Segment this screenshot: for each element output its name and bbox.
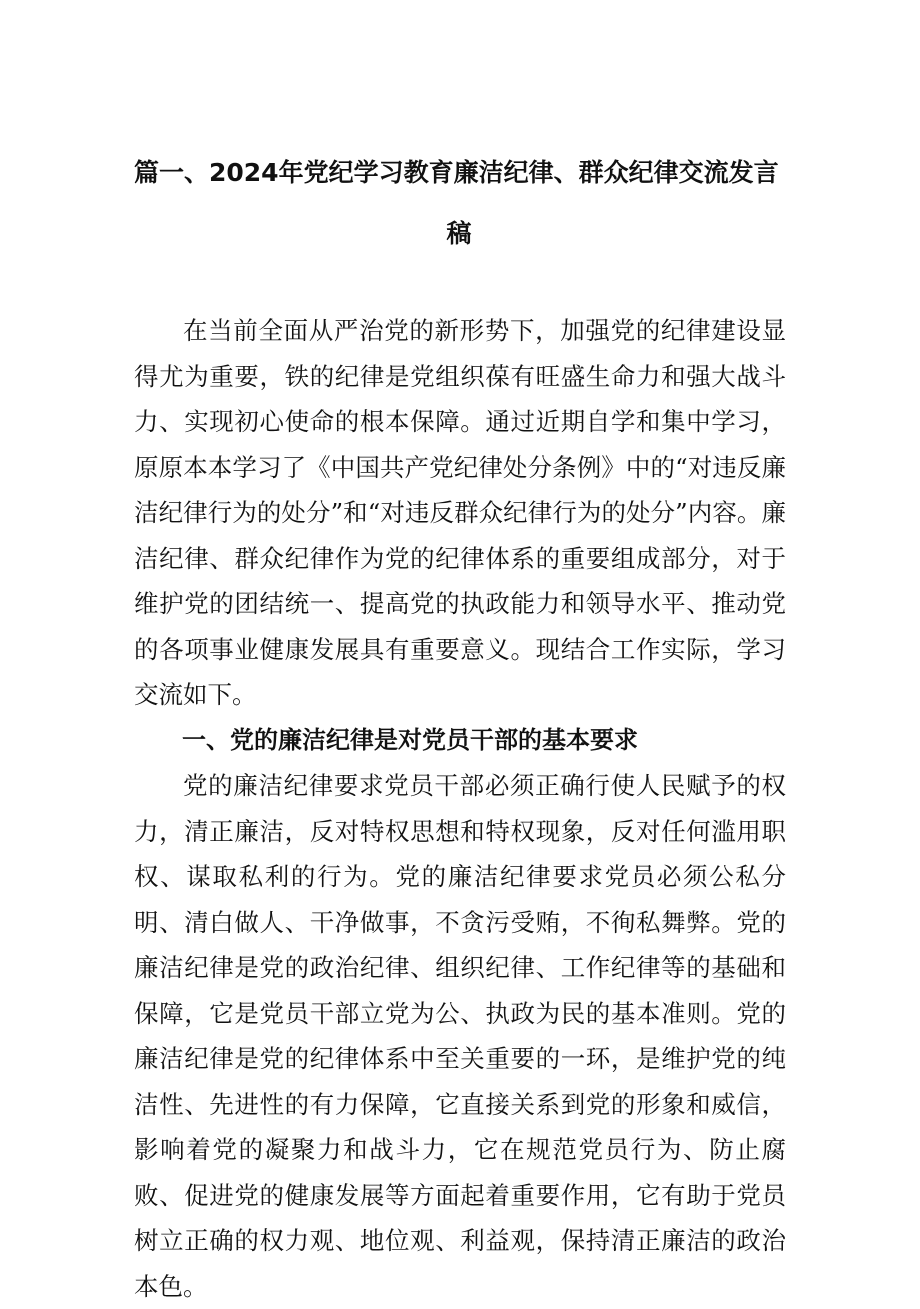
document-body <box>134 308 786 1309</box>
document-title-line-1: 篇一、2024年党纪学习教育廉洁纪律、群众纪律交流发言 <box>134 158 779 187</box>
intro-paragraph: 在当前全面从严治党的新形势下，加强党的纪律建设显得尤为重要，铁的纪律是党组织葆有旺盛生命力和强大战斗力、实现初心使命的根本保障。通过近期自学和集中学习，原原本本学习了《中国共产党纪律处分条例》中的“对违反廉洁纪律行为的处分”和“对违反群众纪律行为的处分”内容。廉洁纪律、群众纪律作为党的纪律体系的重要组成部分，对于维护党的团结统一、提高党的执政能力和领导水平、推动党的各项事业健康发展具有重要意义。现结合工作实际，学习交流如下。 <box>134 316 786 709</box>
section-heading: 一、党的廉洁纪律是对党员干部的基本要求 <box>182 725 638 754</box>
document-title-line-2: 稿 <box>446 219 472 248</box>
section-paragraph: 党的廉洁纪律要求党员干部必须正确行使人民赋予的权力，清正廉洁，反对特权思想和特权现象，反对任何滥用职权、谋取私利的行为。党的廉洁纪律要求党员必须公私分明、清白做人、干净做事，不贪污受贿，不徇私舞弊。党的廉洁纪律是党的政治纪律、组织纪律、工作纪律等的基础和保障，它是党员干部立党为公、执政为民的基本准则。党的廉洁纪律是党的纪律体系中至关重要的一环，是维护党的纯洁性、先进性的有力保障，它直接关系到党的形象和威信，影响着党的凝聚力和战斗力，它在规范党员行为、防止腐败、促进党的健康发展等方面起着重要作用，它有助于党员树立正确的权力观、地位观、利益观，保持清正廉洁的政治本色。 <box>134 771 786 1301</box>
